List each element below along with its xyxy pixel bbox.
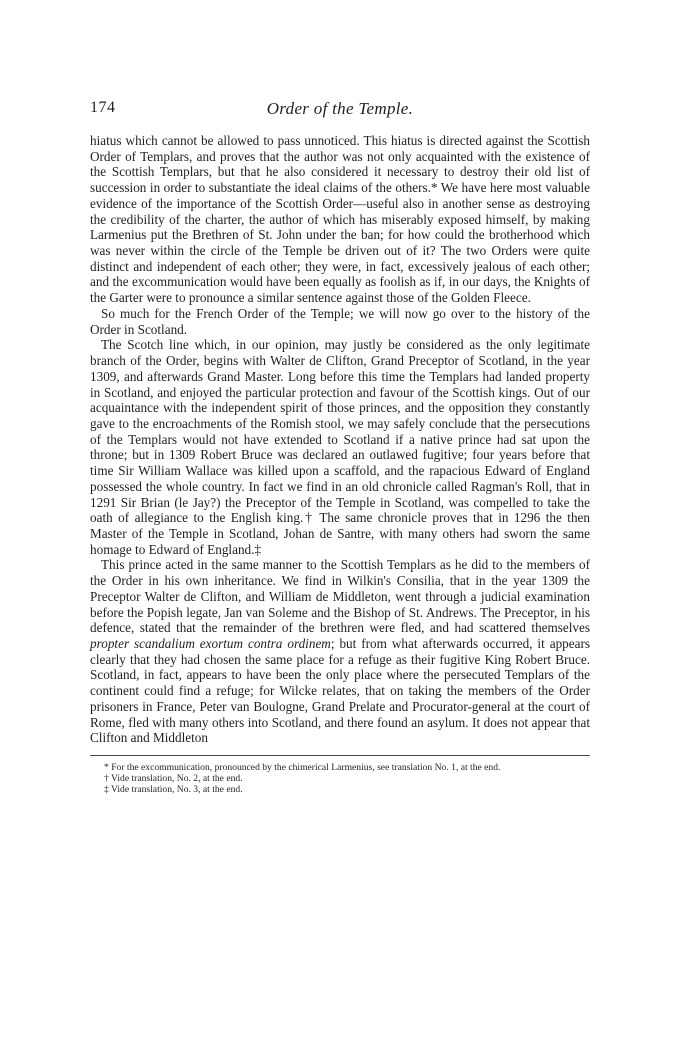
paragraph-3: The Scotch line which, in our opinion, may justly be considered as the only legitimate branch of the Order, begins with Walter de Clifton, Grand Preceptor of Scotland, in the year 1309, and afterwards Grand Master. Long before this time the Templars had landed property in Scotland, and enjoyed the particular protection and favour of the Scottish kings. Out of our acquaintance with the independent spirit of those princes, and the opposition they constantly gave to the encroachments of the Romish stool, we may safely conclude that the persecutions of the Templars would not have extended to Scotland if a native prince had sat upon the throne; but in 1309 Robert Bruce was declared an outlawed fugitive; four years before that time Sir William Wallace was killed upon a scaffold, and the rapacious Edward of England possessed the whole country. In fact we find in an old chronicle called Ragman's Roll, that in 1291 Sir Brian (le Jay?) the Preceptor of the Temple in Scotland, was compelled to take the oath of allegiance to the English king.† The same chronicle proves that in 1296 the then Master of the Temple in Scotland, Johan de Santre, with many others had sworn the same homage to Edward of England.‡ <box>90 337 590 557</box>
running-title: Order of the Temple. <box>266 99 414 118</box>
paragraph-4-part-a: This prince acted in the same manner to the Scottish Templars as he did to the members of the Order in his own inheritance. We find in Wilkin's Consilia, that in the year 1309 the Preceptor Walter de Clifton, and William de Middleton, went through a judicial examination before the Popish legate, Jan van Soleme and the Bishop of St. Andrews. The Preceptor, in his defence, stated that the remainder of the brethren were fled, and had scattered themselves <box>90 557 590 636</box>
page-number: 174 <box>90 99 116 116</box>
body-text <box>90 133 590 746</box>
running-head <box>90 99 590 125</box>
footnotes <box>90 762 590 796</box>
paragraph-1: hiatus which cannot be allowed to pass unnoticed. This hiatus is directed against the Scottish Order of Templars, and proves that the author was not only acquainted with the existence of the Scottish Templars, but that he also considered it necessary to destroy their old list of succession in order to substantiate the ideal claims of the others.* We have here most valuable evidence of the importance of the Scottish Order—useful also in another sense as destroying the credibility of the charter, the author of which has miserably exposed himself, by making Larmenius put the Brethren of St. John under the ban; for how could the brotherhood which was never within the circle of the Temple be driven out of it? The two Orders were quite distinct and independent of each other; they were, in fact, excessively jealous of each other; and the excommunication would have been equally as foolish as if, in our days, the Knights of the Garter were to pronounce a similar sentence against those of the Golden Fleece. <box>90 133 590 306</box>
paragraph-4 <box>90 557 590 746</box>
footnote-rule <box>90 755 590 756</box>
book-page <box>90 99 590 796</box>
footnote-3: ‡ Vide translation, No. 3, at the end. <box>104 784 243 796</box>
paragraph-2: So much for the French Order of the Temple; we will now go over to the history of the Order in Scotland. <box>90 305 590 337</box>
paragraph-4-part-b: ; but from what afterwards occurred, it appears clearly that they had chosen the same place for a refuge as their fugitive King Robert Bruce. Scotland, in fact, appears to have been the only place where the persecuted Templars of the continent could find a refuge; for Wilcke relates, that on taking the members of the Order prisoners in France, Peter van Boulogne, Grand Prelate and Procurator-general at the court of Rome, fled with many others into Scotland, and there found an asylum. It does not appear that Clifton and Middleton <box>90 636 590 746</box>
footnote-2: † Vide translation, No. 2, at the end. <box>104 773 243 785</box>
footnote-1: * For the excommunication, pronounced by the chimerical Larmenius, see translation No. 1, at the end. <box>104 762 501 774</box>
latin-phrase: propter scandalium exortum contra ordinem <box>90 636 331 651</box>
